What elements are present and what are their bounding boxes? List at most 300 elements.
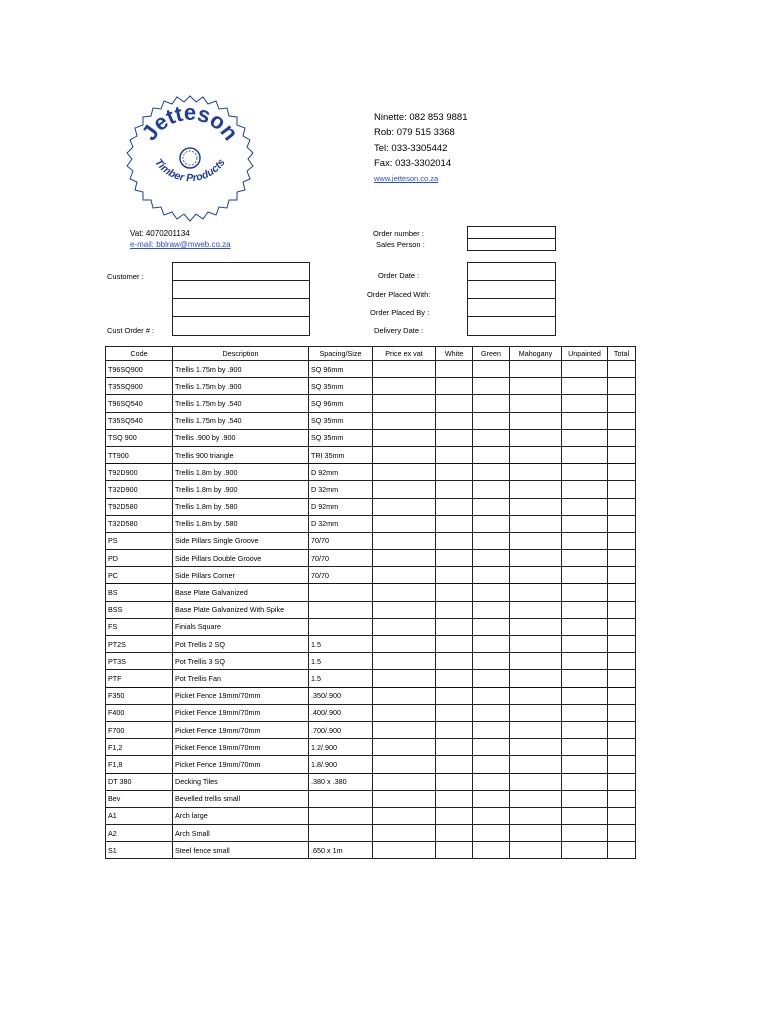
table-row xyxy=(106,446,636,463)
mahogany-qty-cell[interactable] xyxy=(510,378,562,395)
product-code: F1,8 xyxy=(106,756,173,773)
unpainted-qty-cell[interactable] xyxy=(562,515,608,532)
order-number-field[interactable] xyxy=(468,227,555,239)
total-cell[interactable] xyxy=(608,515,636,532)
price-cell[interactable] xyxy=(373,429,436,446)
cust-order-label: Cust Order # : xyxy=(107,326,155,335)
green-qty-cell[interactable] xyxy=(473,756,510,773)
contact-ninette: Ninette: 082 853 9881 xyxy=(374,112,468,123)
col-header-mahogany: Mahogany xyxy=(510,347,562,361)
product-code: T35SQ900 xyxy=(106,378,173,395)
product-spacing-size xyxy=(309,807,373,824)
green-qty-cell[interactable] xyxy=(473,721,510,738)
unpainted-qty-cell[interactable] xyxy=(562,670,608,687)
contact-block xyxy=(374,110,468,186)
total-cell[interactable] xyxy=(608,825,636,842)
white-qty-cell[interactable] xyxy=(436,515,473,532)
mahogany-qty-cell[interactable] xyxy=(510,601,562,618)
product-spacing-size: SQ 35mm xyxy=(309,412,373,429)
unpainted-qty-cell[interactable] xyxy=(562,601,608,618)
table-row xyxy=(106,739,636,756)
green-qty-cell[interactable] xyxy=(473,790,510,807)
price-cell[interactable] xyxy=(373,515,436,532)
product-description: Picket Fence 19mm/70mm xyxy=(173,756,309,773)
price-cell[interactable] xyxy=(373,704,436,721)
price-cell[interactable] xyxy=(373,670,436,687)
mahogany-qty-cell[interactable] xyxy=(510,773,562,790)
price-cell[interactable] xyxy=(373,653,436,670)
unpainted-qty-cell[interactable] xyxy=(562,790,608,807)
total-cell[interactable] xyxy=(608,756,636,773)
product-code: Bev xyxy=(106,790,173,807)
price-cell[interactable] xyxy=(373,584,436,601)
table-row xyxy=(106,704,636,721)
price-cell[interactable] xyxy=(373,481,436,498)
white-qty-cell[interactable] xyxy=(436,670,473,687)
total-cell[interactable] xyxy=(608,618,636,635)
unpainted-qty-cell[interactable] xyxy=(562,807,608,824)
unpainted-qty-cell[interactable] xyxy=(562,446,608,463)
price-cell[interactable] xyxy=(373,378,436,395)
green-qty-cell[interactable] xyxy=(473,532,510,549)
product-description: Trellis 1.8m by .900 xyxy=(173,464,309,481)
white-qty-cell[interactable] xyxy=(436,721,473,738)
product-code: T32D900 xyxy=(106,481,173,498)
mahogany-qty-cell[interactable] xyxy=(510,739,562,756)
mahogany-qty-cell[interactable] xyxy=(510,395,562,412)
white-qty-cell[interactable] xyxy=(436,773,473,790)
customer-field-line-1[interactable] xyxy=(173,263,309,281)
order-placed-with-label: Order Placed With: xyxy=(367,290,431,299)
table-row xyxy=(106,721,636,738)
white-qty-cell[interactable] xyxy=(436,378,473,395)
green-qty-cell[interactable] xyxy=(473,773,510,790)
email-link[interactable]: e-mail: bblraw@mweb.co.za xyxy=(130,240,231,249)
green-qty-cell[interactable] xyxy=(473,515,510,532)
product-code: T35SQ540 xyxy=(106,412,173,429)
total-cell[interactable] xyxy=(608,498,636,515)
col-header-code: Code xyxy=(106,347,173,361)
total-cell[interactable] xyxy=(608,773,636,790)
vat-block xyxy=(130,228,231,250)
table-row xyxy=(106,842,636,859)
unpainted-qty-cell[interactable] xyxy=(562,464,608,481)
total-cell[interactable] xyxy=(608,378,636,395)
unpainted-qty-cell[interactable] xyxy=(562,842,608,859)
product-spacing-size xyxy=(309,584,373,601)
total-cell[interactable] xyxy=(608,636,636,653)
product-code: S1 xyxy=(106,842,173,859)
product-code: T92D580 xyxy=(106,498,173,515)
white-qty-cell[interactable] xyxy=(436,361,473,378)
sales-person-field[interactable] xyxy=(468,239,555,251)
mahogany-qty-cell[interactable] xyxy=(510,567,562,584)
unpainted-qty-cell[interactable] xyxy=(562,653,608,670)
total-cell[interactable] xyxy=(608,567,636,584)
total-cell[interactable] xyxy=(608,429,636,446)
green-qty-cell[interactable] xyxy=(473,842,510,859)
price-cell[interactable] xyxy=(373,498,436,515)
customer-label: Customer : xyxy=(107,272,144,281)
white-qty-cell[interactable] xyxy=(436,412,473,429)
product-spacing-size: 1.5 xyxy=(309,636,373,653)
product-spacing-size: 1.8/.900 xyxy=(309,756,373,773)
unpainted-qty-cell[interactable] xyxy=(562,636,608,653)
product-code: F1,2 xyxy=(106,739,173,756)
contact-fax: Fax: 033-3302014 xyxy=(374,157,452,169)
total-cell[interactable] xyxy=(608,790,636,807)
table-row xyxy=(106,498,636,515)
mahogany-qty-cell[interactable] xyxy=(510,464,562,481)
total-cell[interactable] xyxy=(608,601,636,618)
product-code: PC xyxy=(106,567,173,584)
total-cell[interactable] xyxy=(608,721,636,738)
product-code: PTF xyxy=(106,670,173,687)
white-qty-cell[interactable] xyxy=(436,446,473,463)
table-row xyxy=(106,464,636,481)
white-qty-cell[interactable] xyxy=(436,584,473,601)
mahogany-qty-cell[interactable] xyxy=(510,790,562,807)
price-cell[interactable] xyxy=(373,446,436,463)
total-cell[interactable] xyxy=(608,687,636,704)
white-qty-cell[interactable] xyxy=(436,756,473,773)
price-cell[interactable] xyxy=(373,412,436,429)
white-qty-cell[interactable] xyxy=(436,395,473,412)
price-cell[interactable] xyxy=(373,550,436,567)
total-cell[interactable] xyxy=(608,739,636,756)
logo-word: Jetteson xyxy=(136,99,244,145)
mahogany-qty-cell[interactable] xyxy=(510,515,562,532)
product-description: Picket Fence 19mm/70mm xyxy=(173,687,309,704)
product-spacing-size: .400/.900 xyxy=(309,704,373,721)
total-cell[interactable] xyxy=(608,446,636,463)
total-cell[interactable] xyxy=(608,704,636,721)
unpainted-qty-cell[interactable] xyxy=(562,429,608,446)
total-cell[interactable] xyxy=(608,464,636,481)
product-code: F400 xyxy=(106,704,173,721)
table-row xyxy=(106,636,636,653)
white-qty-cell[interactable] xyxy=(436,739,473,756)
product-spacing-size xyxy=(309,825,373,842)
col-header-spacing-size: Spacing/Size xyxy=(309,347,373,361)
price-cell[interactable] xyxy=(373,756,436,773)
price-cell[interactable] xyxy=(373,395,436,412)
order-date-field[interactable] xyxy=(468,263,555,281)
white-qty-cell[interactable] xyxy=(436,790,473,807)
product-description: Steel fence small xyxy=(173,842,309,859)
unpainted-qty-cell[interactable] xyxy=(562,378,608,395)
mahogany-qty-cell[interactable] xyxy=(510,756,562,773)
delivery-date-label: Delivery Date : xyxy=(374,326,424,335)
product-description: Decking Tiles xyxy=(173,773,309,790)
product-spacing-size: 70/70 xyxy=(309,550,373,567)
white-qty-cell[interactable] xyxy=(436,601,473,618)
total-cell[interactable] xyxy=(608,584,636,601)
product-spacing-size xyxy=(309,790,373,807)
product-description: Pot Trellis Fan xyxy=(173,670,309,687)
product-code: PS xyxy=(106,532,173,549)
price-cell[interactable] xyxy=(373,825,436,842)
total-cell[interactable] xyxy=(608,842,636,859)
customer-field-line-3[interactable] xyxy=(173,299,309,317)
product-description: Finials Square xyxy=(173,618,309,635)
product-code: T96SQ900 xyxy=(106,361,173,378)
product-code: TSQ 900 xyxy=(106,429,173,446)
price-cell[interactable] xyxy=(373,739,436,756)
green-qty-cell[interactable] xyxy=(473,550,510,567)
sales-person-label: Sales Person : xyxy=(376,240,425,249)
order-placed-by-field[interactable] xyxy=(468,299,555,317)
price-cell[interactable] xyxy=(373,636,436,653)
white-qty-cell[interactable] xyxy=(436,687,473,704)
product-description: Side Pillars Double Groove xyxy=(173,550,309,567)
table-row xyxy=(106,756,636,773)
product-description: Trellis 1.8m by .900 xyxy=(173,481,309,498)
green-qty-cell[interactable] xyxy=(473,636,510,653)
mahogany-qty-cell[interactable] xyxy=(510,429,562,446)
green-qty-cell[interactable] xyxy=(473,704,510,721)
unpainted-qty-cell[interactable] xyxy=(562,584,608,601)
price-cell[interactable] xyxy=(373,618,436,635)
unpainted-qty-cell[interactable] xyxy=(562,550,608,567)
unpainted-qty-cell[interactable] xyxy=(562,361,608,378)
green-qty-cell[interactable] xyxy=(473,464,510,481)
unpainted-qty-cell[interactable] xyxy=(562,532,608,549)
table-row xyxy=(106,412,636,429)
price-cell[interactable] xyxy=(373,687,436,704)
total-cell[interactable] xyxy=(608,532,636,549)
table-row xyxy=(106,532,636,549)
white-qty-cell[interactable] xyxy=(436,532,473,549)
unpainted-qty-cell[interactable] xyxy=(562,481,608,498)
unpainted-qty-cell[interactable] xyxy=(562,739,608,756)
product-description: Trellis 1.8m by .580 xyxy=(173,498,309,515)
vat-number: Vat: 4070201134 xyxy=(130,229,190,238)
product-spacing-size: SQ 96mm xyxy=(309,361,373,378)
product-spacing-size: 1.5 xyxy=(309,653,373,670)
product-spacing-size: SQ 35mm xyxy=(309,429,373,446)
table-row xyxy=(106,567,636,584)
table-row xyxy=(106,481,636,498)
white-qty-cell[interactable] xyxy=(436,498,473,515)
product-code: TT900 xyxy=(106,446,173,463)
delivery-date-field[interactable] xyxy=(468,317,555,335)
green-qty-cell[interactable] xyxy=(473,412,510,429)
price-cell[interactable] xyxy=(373,842,436,859)
order-placed-by-label: Order Placed By : xyxy=(370,308,430,317)
green-qty-cell[interactable] xyxy=(473,653,510,670)
green-qty-cell[interactable] xyxy=(473,361,510,378)
price-cell[interactable] xyxy=(373,567,436,584)
total-cell[interactable] xyxy=(608,653,636,670)
green-qty-cell[interactable] xyxy=(473,807,510,824)
white-qty-cell[interactable] xyxy=(436,825,473,842)
total-cell[interactable] xyxy=(608,670,636,687)
unpainted-qty-cell[interactable] xyxy=(562,773,608,790)
mahogany-qty-cell[interactable] xyxy=(510,412,562,429)
mahogany-qty-cell[interactable] xyxy=(510,704,562,721)
mahogany-qty-cell[interactable] xyxy=(510,550,562,567)
green-qty-cell[interactable] xyxy=(473,584,510,601)
unpainted-qty-cell[interactable] xyxy=(562,825,608,842)
white-qty-cell[interactable] xyxy=(436,704,473,721)
customer-box xyxy=(172,262,310,336)
order-date-label: Order Date : xyxy=(378,271,420,280)
product-spacing-size: .650 x 1m xyxy=(309,842,373,859)
product-spacing-size: .700/.900 xyxy=(309,721,373,738)
customer-field-line-2[interactable] xyxy=(173,281,309,299)
saw-hub-teeth xyxy=(183,151,197,165)
total-cell[interactable] xyxy=(608,550,636,567)
green-qty-cell[interactable] xyxy=(473,618,510,635)
green-qty-cell[interactable] xyxy=(473,378,510,395)
table-row xyxy=(106,550,636,567)
green-qty-cell[interactable] xyxy=(473,481,510,498)
product-code: T32D580 xyxy=(106,515,173,532)
product-description: Bevelled trellis small xyxy=(173,790,309,807)
product-code: PD xyxy=(106,550,173,567)
col-header-unpainted: Unpainted xyxy=(562,347,608,361)
unpainted-qty-cell[interactable] xyxy=(562,704,608,721)
total-cell[interactable] xyxy=(608,361,636,378)
green-qty-cell[interactable] xyxy=(473,601,510,618)
col-header-green: Green xyxy=(473,347,510,361)
cust-order-field[interactable] xyxy=(173,317,309,335)
product-description: Picket Fence 19mm/70mm xyxy=(173,721,309,738)
green-qty-cell[interactable] xyxy=(473,670,510,687)
green-qty-cell[interactable] xyxy=(473,825,510,842)
mahogany-qty-cell[interactable] xyxy=(510,721,562,738)
col-header-total: Total xyxy=(608,347,636,361)
unpainted-qty-cell[interactable] xyxy=(562,395,608,412)
product-spacing-size: .380 x .380 xyxy=(309,773,373,790)
product-code: DT 380 xyxy=(106,773,173,790)
mahogany-qty-cell[interactable] xyxy=(510,636,562,653)
white-qty-cell[interactable] xyxy=(436,618,473,635)
mahogany-qty-cell[interactable] xyxy=(510,532,562,549)
mahogany-qty-cell[interactable] xyxy=(510,670,562,687)
green-qty-cell[interactable] xyxy=(473,429,510,446)
total-cell[interactable] xyxy=(608,807,636,824)
total-cell[interactable] xyxy=(608,412,636,429)
mahogany-qty-cell[interactable] xyxy=(510,653,562,670)
product-description: Trellis 1.75m by .540 xyxy=(173,395,309,412)
price-cell[interactable] xyxy=(373,790,436,807)
mahogany-qty-cell[interactable] xyxy=(510,807,562,824)
product-spacing-size: SQ 35mm xyxy=(309,378,373,395)
product-spacing-size: D 92mm xyxy=(309,464,373,481)
product-spacing-size: SQ 96mm xyxy=(309,395,373,412)
price-cell[interactable] xyxy=(373,361,436,378)
unpainted-qty-cell[interactable] xyxy=(562,498,608,515)
white-qty-cell[interactable] xyxy=(436,481,473,498)
unpainted-qty-cell[interactable] xyxy=(562,618,608,635)
mahogany-qty-cell[interactable] xyxy=(510,825,562,842)
green-qty-cell[interactable] xyxy=(473,446,510,463)
green-qty-cell[interactable] xyxy=(473,687,510,704)
green-qty-cell[interactable] xyxy=(473,567,510,584)
unpainted-qty-cell[interactable] xyxy=(562,721,608,738)
order-placed-with-field[interactable] xyxy=(468,281,555,299)
product-spacing-size: 70/70 xyxy=(309,567,373,584)
total-cell[interactable] xyxy=(608,481,636,498)
product-code: BS xyxy=(106,584,173,601)
price-cell[interactable] xyxy=(373,773,436,790)
mahogany-qty-cell[interactable] xyxy=(510,842,562,859)
mahogany-qty-cell[interactable] xyxy=(510,584,562,601)
total-cell[interactable] xyxy=(608,395,636,412)
white-qty-cell[interactable] xyxy=(436,550,473,567)
white-qty-cell[interactable] xyxy=(436,567,473,584)
white-qty-cell[interactable] xyxy=(436,807,473,824)
order-details-box xyxy=(467,262,556,336)
white-qty-cell[interactable] xyxy=(436,842,473,859)
product-spacing-size xyxy=(309,618,373,635)
product-code: PT2S xyxy=(106,636,173,653)
product-description: Base Plate Galvanized xyxy=(173,584,309,601)
mahogany-qty-cell[interactable] xyxy=(510,361,562,378)
price-cell[interactable] xyxy=(373,807,436,824)
product-code: BSS xyxy=(106,601,173,618)
table-row xyxy=(106,773,636,790)
green-qty-cell[interactable] xyxy=(473,739,510,756)
table-row xyxy=(106,653,636,670)
product-spacing-size: D 32mm xyxy=(309,481,373,498)
unpainted-qty-cell[interactable] xyxy=(562,567,608,584)
price-cell[interactable] xyxy=(373,464,436,481)
white-qty-cell[interactable] xyxy=(436,429,473,446)
unpainted-qty-cell[interactable] xyxy=(562,412,608,429)
website-link[interactable]: www.jetteson.co.za xyxy=(374,174,439,184)
product-description: Trellis 1.75m by .900 xyxy=(173,378,309,395)
green-qty-cell[interactable] xyxy=(473,498,510,515)
product-code: A2 xyxy=(106,825,173,842)
product-spacing-size xyxy=(309,601,373,618)
product-code: T96SQ540 xyxy=(106,395,173,412)
unpainted-qty-cell[interactable] xyxy=(562,756,608,773)
mahogany-qty-cell[interactable] xyxy=(510,618,562,635)
table-row xyxy=(106,670,636,687)
mahogany-qty-cell[interactable] xyxy=(510,481,562,498)
table-row xyxy=(106,378,636,395)
mahogany-qty-cell[interactable] xyxy=(510,498,562,515)
product-code: T92D900 xyxy=(106,464,173,481)
price-cell[interactable] xyxy=(373,532,436,549)
col-header-white: White xyxy=(436,347,473,361)
product-description: Side Pillars Corner xyxy=(173,567,309,584)
company-logo xyxy=(120,92,260,227)
product-description: Trellis 1.75m by .540 xyxy=(173,412,309,429)
green-qty-cell[interactable] xyxy=(473,395,510,412)
logo-subtitle: Timber Products xyxy=(152,156,228,185)
white-qty-cell[interactable] xyxy=(436,636,473,653)
unpainted-qty-cell[interactable] xyxy=(562,687,608,704)
table-row xyxy=(106,687,636,704)
product-code: A1 xyxy=(106,807,173,824)
mahogany-qty-cell[interactable] xyxy=(510,446,562,463)
price-cell[interactable] xyxy=(373,721,436,738)
white-qty-cell[interactable] xyxy=(436,653,473,670)
col-header-description: Description xyxy=(173,347,309,361)
price-cell[interactable] xyxy=(373,601,436,618)
product-description: Arch large xyxy=(173,807,309,824)
product-order-table xyxy=(105,346,636,859)
product-spacing-size: 1.5 xyxy=(309,670,373,687)
white-qty-cell[interactable] xyxy=(436,464,473,481)
mahogany-qty-cell[interactable] xyxy=(510,687,562,704)
product-description: Trellis .900 by .900 xyxy=(173,429,309,446)
table-row xyxy=(106,515,636,532)
